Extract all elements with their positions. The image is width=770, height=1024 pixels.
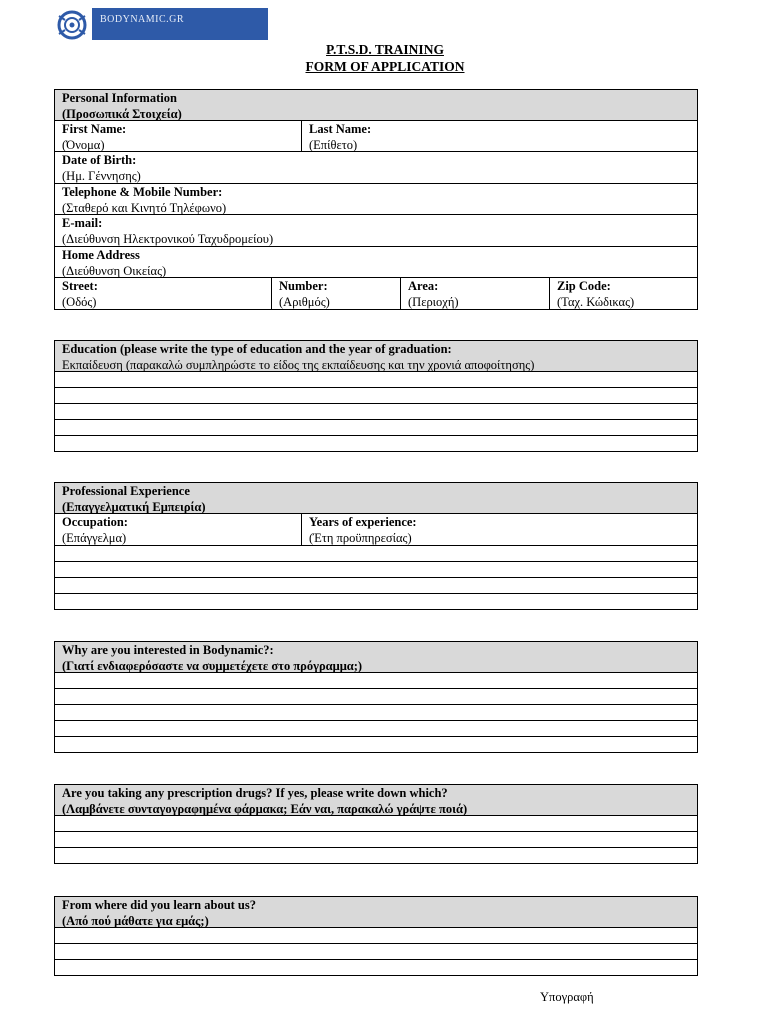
education-line[interactable]	[54, 404, 698, 420]
drugs-line[interactable]	[54, 816, 698, 832]
experience-line[interactable]	[54, 546, 698, 562]
interest-heading-en: Why are you interested in Bodynamic?:	[62, 643, 274, 657]
email-label-gr: (Διεύθυνση Ηλεκτρονικού Ταχυδρομείου)	[62, 231, 274, 246]
first-name-label-gr: (Όνομα)	[62, 137, 105, 152]
personal-info-header	[54, 89, 698, 121]
interest-line[interactable]	[54, 721, 698, 737]
years-experience-label: Years of experience:	[309, 515, 417, 529]
street-label: Street:	[62, 279, 98, 293]
zip-label: Zip Code:	[557, 279, 611, 293]
interest-line[interactable]	[54, 689, 698, 705]
first-name-field[interactable]	[55, 121, 301, 151]
interest-line[interactable]	[54, 737, 698, 753]
source-line[interactable]	[54, 944, 698, 960]
source-line[interactable]	[54, 960, 698, 976]
email-label: E-mail:	[62, 216, 103, 230]
street-label-gr: (Οδός)	[62, 294, 97, 309]
years-experience-field[interactable]	[301, 514, 697, 545]
email-row	[54, 215, 698, 247]
experience-heading-gr: (Επαγγελματική Εμπειρία)	[62, 499, 206, 514]
interest-header	[54, 641, 698, 673]
drugs-heading-gr: (Λαμβάνετε συνταγογραφημένα φάρμακα; Εάν ναι, παρακαλώ γράψτε ποιά)	[62, 801, 468, 816]
logo-banner	[92, 8, 268, 40]
phone-label: Telephone & Mobile Number:	[62, 185, 223, 199]
personal-heading-gr: (Προσωπικά Στοιχεία)	[62, 106, 182, 121]
source-heading-gr: (Από πού μάθατε για εμάς;)	[62, 913, 209, 928]
logo-emblem-icon	[55, 8, 89, 42]
area-field[interactable]	[400, 278, 549, 309]
phone-label-gr: (Σταθερό και Κινητό Τηλέφωνο)	[62, 200, 227, 215]
drugs-header	[54, 784, 698, 816]
number-field[interactable]	[271, 278, 400, 309]
dob-label-gr: (Ημ. Γέννησης)	[62, 168, 141, 183]
street-field[interactable]	[55, 278, 271, 309]
interest-line[interactable]	[54, 705, 698, 721]
logo-text: BODYNAMIC.GR	[100, 14, 185, 25]
occupation-field[interactable]	[55, 514, 301, 545]
source-heading-en: From where did you learn about us?	[62, 898, 257, 912]
personal-heading-en: Personal Information	[62, 91, 177, 105]
education-header	[54, 340, 698, 372]
address-details-row	[54, 278, 698, 310]
dob-field[interactable]	[55, 152, 697, 183]
source-line[interactable]	[54, 928, 698, 944]
signature-label: Υπογραφή	[540, 990, 594, 1004]
experience-line[interactable]	[54, 594, 698, 610]
phone-row	[54, 184, 698, 215]
number-label: Number:	[279, 279, 328, 293]
experience-line[interactable]	[54, 578, 698, 594]
dob-row	[54, 152, 698, 184]
education-line[interactable]	[54, 420, 698, 436]
occupation-row	[54, 514, 698, 546]
drugs-line[interactable]	[54, 848, 698, 864]
interest-heading-gr: (Γιατί ενδιαφερόσαστε να συμμετέχετε στο πρόγραμμα;)	[62, 658, 363, 673]
education-line[interactable]	[54, 388, 698, 404]
name-row	[54, 121, 698, 152]
experience-header	[54, 482, 698, 514]
experience-line[interactable]	[54, 562, 698, 578]
education-heading-gr: Εκπαίδευση (παρακαλώ συμπληρώστε το είδος της εκπαίδευσης και την χρονιά αποφοίτησης)	[62, 357, 535, 372]
form-title-line2: FORM OF APPLICATION	[305, 59, 465, 74]
source-header	[54, 896, 698, 928]
first-name-label: First Name:	[62, 122, 127, 136]
interest-line[interactable]	[54, 673, 698, 689]
zip-label-gr: (Ταχ. Κώδικας)	[557, 294, 635, 309]
last-name-label-gr: (Επίθετο)	[309, 137, 358, 152]
address-label: Home Address	[62, 248, 140, 262]
drugs-line[interactable]	[54, 832, 698, 848]
address-label-gr: (Διεύθυνση Οικείας)	[62, 263, 167, 278]
zip-field[interactable]	[549, 278, 697, 309]
area-label: Area:	[408, 279, 439, 293]
experience-heading-en: Professional Experience	[62, 484, 190, 498]
education-line[interactable]	[54, 372, 698, 388]
education-heading-en: Education (please write the type of education and the year of graduation:	[62, 342, 452, 356]
area-label-gr: (Περιοχή)	[408, 294, 459, 309]
occupation-label-gr: (Επάγγελμα)	[62, 530, 127, 545]
occupation-label: Occupation:	[62, 515, 128, 529]
address-heading	[55, 247, 697, 277]
address-row	[54, 247, 698, 278]
number-label-gr: (Αριθμός)	[279, 294, 330, 309]
dob-label: Date of Birth:	[62, 153, 137, 167]
years-experience-label-gr: (Έτη προϋπηρεσίας)	[309, 530, 412, 545]
email-field[interactable]	[55, 215, 697, 246]
form-title-line1: P.T.S.D. TRAINING	[326, 42, 444, 57]
last-name-field[interactable]	[301, 121, 697, 151]
last-name-label: Last Name:	[309, 122, 372, 136]
education-line[interactable]	[54, 436, 698, 452]
drugs-heading-en: Are you taking any prescription drugs? If yes, please write down which?	[62, 786, 448, 800]
phone-field[interactable]	[55, 184, 697, 214]
